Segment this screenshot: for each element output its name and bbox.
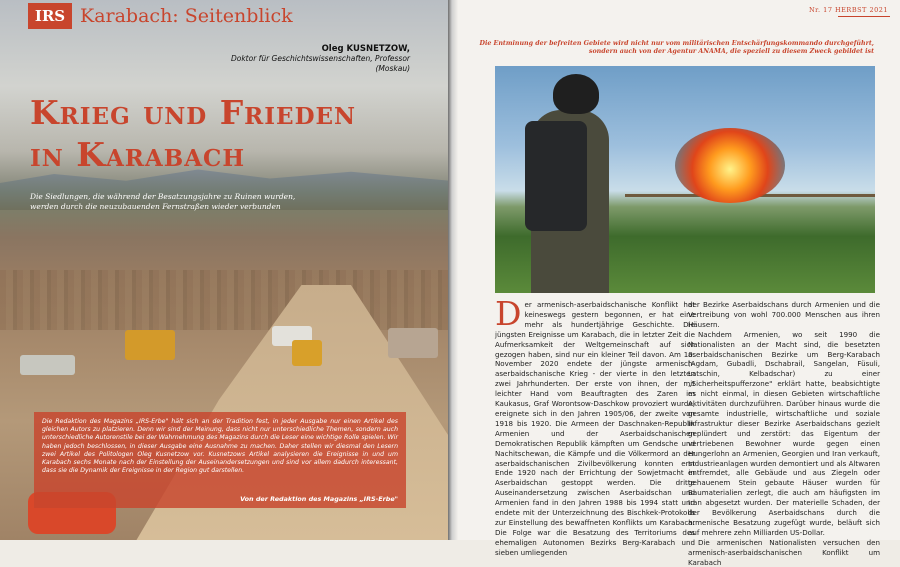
left-page bbox=[0, 0, 450, 540]
title-line-1: Krieg und Frieden bbox=[30, 93, 357, 132]
protective-vest bbox=[525, 121, 587, 231]
explosion bbox=[675, 128, 785, 203]
magazine-logo: IRS bbox=[28, 3, 72, 29]
caption-line-2: sondern auch von der Agentur ANAMA, die speziell zu diesem Zweck gebildet ist bbox=[588, 48, 874, 56]
body-paragraph-4: Die armenischen Nationalisten versuchen den armenisch-aserbaidschanischen Konflikt um Karabach bbox=[688, 537, 880, 567]
author-role: Doktor für Geschichtswissenschaften, Professor bbox=[230, 54, 410, 63]
parked-vehicle bbox=[20, 355, 75, 375]
article-subtitle bbox=[30, 192, 370, 212]
author-city: (Moskau) bbox=[375, 64, 410, 73]
body-paragraph-3: Nachdem Armenien, wo seit 1990 die Nationalisten an der Macht sind, die besetzten aserbaidschanischen Bezirke um Berg-Karabach (Agdam, Gubadli, Dschabrail, Sangelan, Füsuli, Latschin, Kelbadschar) zu einer „Sicherheitspufferzone" erklärt hatte, beabsichtigte es nicht einmal, in diesen Gebieten wirtschaftliche Aktivitäten durchzuführen. Darüber hinaus wurde die gesamte industrielle, wirtschaftliche und soziale Infrastruktur dieser Bezirke Aserbaidschans gezielt geplündert und zerstört: das Eigentum der vertriebenen Bewohner wurde gegen einen Hungerlohn an Armenien, Georgien und Iran verkauft, Industrieanlagen wurden demontiert und als Altwaren entfremdet, alle Gebäude und aus Ziegeln oder gehauenem Stein gebaute Häuser wurden für Baumaterialien zerlegt, die auch am häufigsten im Iran abgesetzt wurden. Der materielle Schaden, der der Bevölkerung Aserbaidschans durch die armenische Besatzung zugefügt wurde, beläuft sich auf mehrere zehn Milliarden US-Dollar. bbox=[688, 329, 880, 537]
section-heading: Karabach: Seitenblick bbox=[80, 5, 293, 27]
issue-label: Nr. 17 HERBST 2021 bbox=[808, 6, 888, 14]
photo-caption bbox=[478, 40, 874, 57]
caption-line-1: Die Entminung der befreiten Gebiete wird nicht nur vom militärischen Entschärfungskommando durchgeführt, bbox=[479, 40, 874, 47]
title-line-2: in Karabach bbox=[30, 135, 246, 174]
dump-truck bbox=[388, 328, 438, 358]
body-paragraph-2: der Bezirke Aserbaidschans durch Armenien und die Vertreibung von wohl 700.000 Menschen aus ihren Häusern. bbox=[688, 300, 880, 329]
subtitle-line-2: werden durch die neuzubauenden Fernstraßen wieder verbunden bbox=[30, 202, 281, 211]
demining-photo bbox=[495, 66, 875, 293]
issue-rule bbox=[838, 16, 890, 17]
body-paragraph-1-text: er armenisch-aserbaidschanische Konflikt hat keineswegs gestern begonnen, er hat eine mehr als hundertjährige Geschichte. Die jüngsten Ereignisse um Karabach, die in letzter Zeit die Aufmerksamkeit der Weltgemeinschaft auf sich gezogen haben, sind nur ein kleiner Teil davon. Am 10. November 2020 endete der jüngste armenisch-aserbaidschanische Krieg - der vierte in den letzten zwei Jahrhunderten. Der erste von ihnen, der mit leichter Hand vom Beauftragten des Zaren im Kaukasus, Graf Worontsow-Daschkow provoziert wurde, ereignete sich in den Jahren 1905/06, der zweite von 1918 bis 1920. Die Armeen der Daschnaken-Republik Armenien und der Aserbaidschanischen Demokratischen Republik kämpften um Gendsche und Nachitschewan, die Kämpfe und die Völkermord an der aserbaidschanischen Zivilbevölkerung konnten erst Ende 1920 nach der Errichtung der Sowjetmacht in Aserbaidschan gestoppt werden. Die dritte Auseinandersetzung zwischen Aserbaidschan und Armenien fand in den Jahren 1988 bis 1994 statt und endete mit der Unterzeichnung des Bischkek-Protokolls zur Einstellung des bewaffneten Konflikts um Karabach. Die Folge war die Besatzung des Territoriums des ehemaligen Autonomen Bezirks Berg-Karabach und sieben umliegenden bbox=[495, 300, 695, 557]
right-page bbox=[458, 0, 900, 567]
drop-cap: D bbox=[495, 294, 522, 333]
body-column-2 bbox=[688, 300, 880, 567]
editorial-signature: Von der Redaktion des Magazins „IRS-Erbe" bbox=[240, 494, 398, 503]
bulldozer bbox=[292, 340, 322, 366]
author-name: Oleg KUSNETZOW, bbox=[321, 44, 410, 54]
hillside-texture bbox=[0, 270, 450, 330]
body-column-1 bbox=[495, 294, 695, 558]
body-paragraph-1 bbox=[495, 294, 695, 558]
page-gutter bbox=[448, 0, 458, 540]
excavator bbox=[125, 330, 175, 360]
helmet bbox=[553, 74, 599, 114]
editorial-note-text: Die Redaktion des Magazins „IRS-Erbe" hält sich an der Tradition fest, in jeder Ausgabe nur einen Artikel des gleichen Autors zu platzieren. Denn wir sind der Meinung, dass nicht nur unterschiedliche Themen, sondern auch unterschiedliche Autorenstile bei der Wahrnehmung des Magazins durch die Leser eine wichtige Rolle spielen. Wir haben jedoch beschlossen, in dieser Ausgabe eine Ausnahme zu machen. Daher stellen wir diesmal den Lesern zwei Artikel des Politologen Oleg Kusnetzow vor. Kusnetzows Artikel analysieren die Ereignisse in und um Karabach sechs Monate nach der Einstellung der Auseinandersetzungen und sind vor allem dadurch interessant, dass sie die Dynamik der Ereignisse in der Region gut darstellen. bbox=[42, 418, 398, 475]
article-title bbox=[30, 92, 356, 176]
editorial-note bbox=[34, 412, 406, 508]
author-block bbox=[231, 44, 410, 74]
subtitle-line-1: Die Siedlungen, die während der Besatzungsjahre zu Ruinen wurden, bbox=[30, 192, 296, 201]
